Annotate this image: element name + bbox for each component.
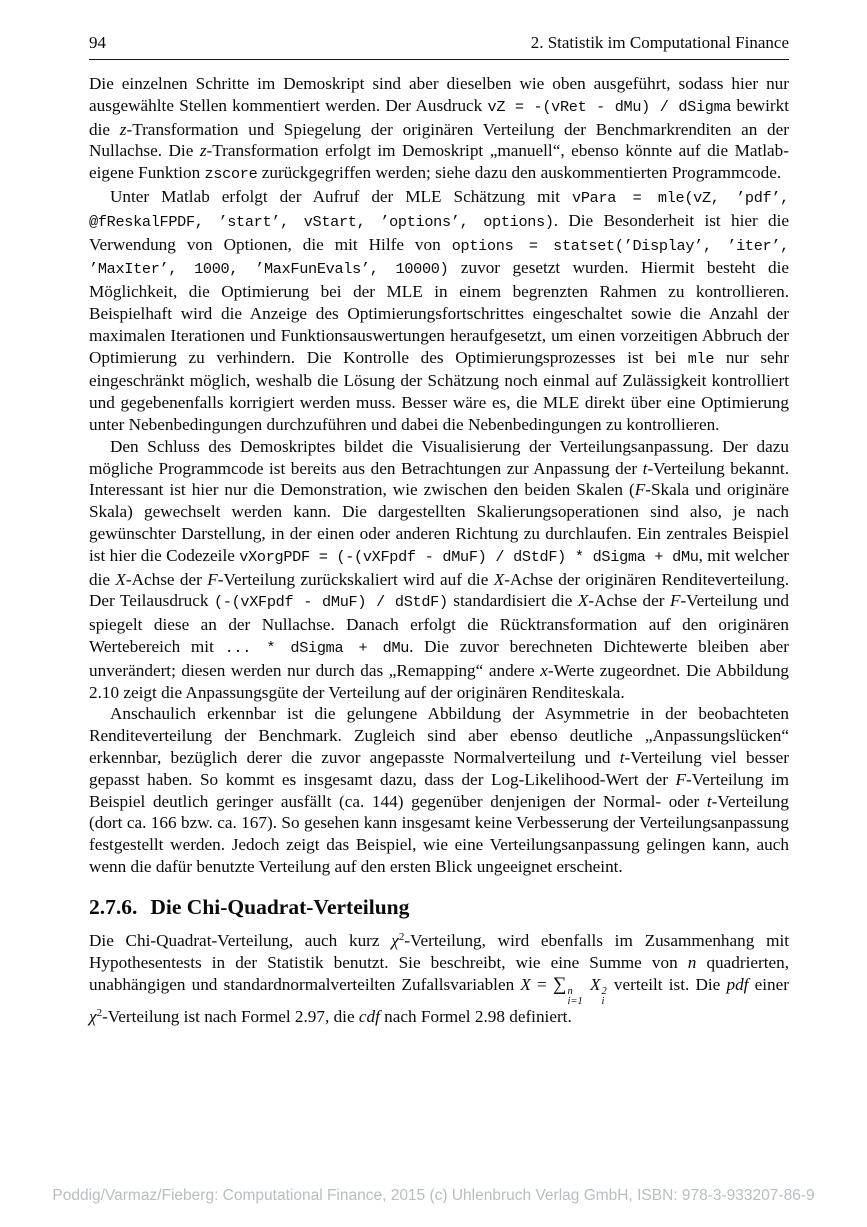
text-segment: quadrierten, unabhängigen und standardnormalverteilten Zufallsvariablen bbox=[89, 953, 789, 995]
text-segment: zurückgegriffen werden; siehe dazu den auskommentierten Programmcode. bbox=[257, 163, 782, 183]
text-segment: ∑ bbox=[552, 974, 567, 996]
text-segment: -Verteilung im Beispiel deutlich geringer ausfällt (ca. 144) gegenüber denjenigen der Normal- oder bbox=[89, 769, 789, 811]
math-supsub: 2 i bbox=[601, 986, 607, 1007]
page-footer bbox=[0, 1187, 867, 1205]
inline-code: mle bbox=[687, 349, 715, 368]
text-segment: n bbox=[687, 953, 697, 973]
text-segment: -Verteilung ist nach Formel 2.97, die bbox=[102, 1007, 359, 1027]
text-segment: nach Formel 2.98 definiert. bbox=[379, 1007, 572, 1027]
paragraph bbox=[89, 930, 789, 1027]
text-segment: . Die zuvor berechneten Dichtewerte bleiben aber unverändert; diesen werden nur durch das „Remapping“ andere bbox=[89, 636, 790, 680]
text-segment: 2 bbox=[96, 1007, 103, 1020]
text-segment: χ bbox=[89, 1007, 97, 1027]
inline-code: (-(vXFpdf - dMuF) / dStdF) bbox=[213, 593, 448, 612]
text-segment: -Verteilung (dort ca. 166 bzw. ca. 167). So gesehen kann insgesamt keine Verbesserung der Verteilungsanpassung festgestellt werden. Jedoch zeigt das Beispiel, wie eine Verteilungsanpassung gelingen kann, auch wenn die dafür benutzte Verteilung auf den ersten Blick ungeeignet erscheint. bbox=[89, 791, 789, 876]
page-body bbox=[89, 73, 789, 1028]
text-segment: X bbox=[493, 569, 505, 589]
text-segment: Die einzelnen Schritte im Demoskript sind aber dieselben wie oben ausgeführt, sodass hier nur ausgewählte Stellen kommentiert werden. Der Ausdruck bbox=[89, 74, 789, 115]
text-segment: F bbox=[669, 591, 681, 611]
text-segment: X bbox=[115, 569, 126, 589]
text-segment: 2 bbox=[398, 931, 405, 944]
text-segment: z bbox=[119, 119, 127, 139]
text-segment: . Die Besonderheit ist hier die Verwendung von Optionen, die mit Hilfe von bbox=[89, 210, 790, 254]
section-title: Die Chi-Quadrat-Verteilung bbox=[150, 894, 410, 919]
inline-code: vZ = -(vRet - dMu) / dSigma bbox=[487, 97, 732, 116]
inline-code: options = statset(’Display’, ’iter’, ’MaxIter’, 1000, ’MaxFunEvals’, 10000) bbox=[89, 236, 789, 279]
text-segment: -Verteilung und spiegelt diese an der Nullachse. Danach erfolgt die Rücktransformation auf den originären Wertebereich mit bbox=[89, 591, 790, 656]
paragraph bbox=[89, 436, 789, 704]
text-segment: t bbox=[642, 458, 648, 478]
text-segment: -Verteilung zurückskaliert wird auf die bbox=[217, 569, 494, 589]
text-segment: nur sehr eingeschränkt möglich, weshalb die Lösung der Schätzung noch einmal auf Zulässigkeit kontrolliert und gegebenenfalls korrigiert werden muss. Besser wäre es, die MLE direkt über eine Optimierung unter Nebenbedingungen durchzuführen und dabei die Nebenbedingungen zu kontrollieren. bbox=[89, 347, 790, 434]
paragraph bbox=[89, 73, 789, 186]
section-number: 2.7.6. bbox=[89, 894, 138, 919]
inline-code: ... * dSigma + dMu bbox=[224, 638, 410, 657]
math-supsub: n i=1 bbox=[567, 986, 583, 1007]
text-segment: X bbox=[577, 591, 589, 611]
section-heading bbox=[89, 894, 789, 919]
text-segment: Anschaulich erkennbar ist die gelungene Abbildung der Asymmetrie in der beobachteten Renditeverteilung der Benchmark. Zugleich sind aber ebenso deutliche „Anpassungslücken“ erkennbar, bezüglich derer die zuvor angepasste Normalverteilung und bbox=[89, 704, 789, 767]
text-segment: , mit welcher die bbox=[89, 545, 789, 589]
text-segment: pdf bbox=[726, 975, 749, 995]
text-segment: standardisiert die bbox=[447, 591, 578, 611]
text-segment: verteilt ist. Die bbox=[607, 975, 727, 995]
text-segment: einer bbox=[748, 975, 789, 995]
text-segment: F bbox=[634, 480, 646, 500]
text-segment: -Transformation erfolgt im Demoskript „manuell“, ebenso könnte auf die Matlab-eigene Funktion bbox=[89, 141, 789, 183]
text-segment: -Achse der bbox=[588, 591, 670, 611]
text-segment: bewirkt die bbox=[89, 95, 789, 139]
chapter-title: 2. Statistik im Computational Finance bbox=[530, 33, 789, 52]
paragraphs-before-heading bbox=[89, 73, 789, 878]
text-segment: X bbox=[589, 975, 601, 995]
text-segment: -Achse der bbox=[125, 569, 208, 589]
text-segment: cdf bbox=[358, 1007, 380, 1027]
text-segment: -Verteilung, wird ebenfalls im Zusammenhang mit Hypothesentests in der Statistik benutzt. Sie beschreibt, wie eine Summe von bbox=[89, 931, 789, 973]
text-segment: -Skala und originäre Skala) gewechselt werden kann. Die dargestellten Skalierungsoperationen sind also, je nach gewünschter Darstellung, in der einen oder anderen Richtung zu durchlaufen. Ein zentrales Beispiel ist hier die Codezeile bbox=[89, 480, 789, 565]
inline-code: vPara = mle(vZ, ’pdf’, @fReskalFPDF, ’start’, vStart, ’options’, options) bbox=[89, 188, 789, 231]
text-segment: -Verteilung viel besser gepasst haben. So kommt es insgesamt dazu, dass der Log-Likelihood-Wert der bbox=[89, 747, 789, 789]
text-segment: F bbox=[675, 769, 686, 789]
text-segment: t bbox=[706, 791, 712, 811]
inline-code: zscore bbox=[204, 165, 258, 184]
page-number: 94 bbox=[89, 33, 106, 52]
text-segment: x bbox=[540, 660, 548, 680]
footer-text: Poddig/Varmaz/Fieberg: Computational Finance, 2015 (c) Uhlenbruch Verlag GmbH, ISBN: 978-3-933207-86-9 bbox=[52, 1187, 815, 1204]
text-segment: χ bbox=[391, 931, 399, 951]
paragraph bbox=[89, 186, 789, 436]
paragraphs-after-heading bbox=[89, 930, 789, 1027]
text-segment: t bbox=[619, 747, 625, 767]
page-header bbox=[89, 33, 789, 60]
text-segment: -Werte zugeordnet. Die Abbildung 2.10 zeigt die Anpassungsgüte der Verteilung auf der originären Renditeskala. bbox=[89, 660, 790, 702]
text-segment: Die Chi-Quadrat-Verteilung, auch kurz bbox=[89, 931, 392, 951]
text-segment: -Verteilung bekannt. Interessant ist hier nur die Demonstration, wie zwischen den beiden Skalen ( bbox=[89, 458, 789, 500]
text-segment: -Transformation und Spiegelung der originären Verteilung der Benchmarkrenditen an der Nullachse. Die bbox=[89, 119, 789, 161]
text-segment: X bbox=[520, 975, 531, 995]
inline-code: vXorgPDF = (-(vXFpdf - dMuF) / dStdF) * dSigma + dMu bbox=[239, 547, 699, 566]
text-segment: z bbox=[199, 141, 207, 161]
paragraph bbox=[89, 703, 789, 877]
text-segment: Den Schluss des Demoskriptes bildet die Visualisierung der Verteilungsanpassung. Der dazu mögliche Programmcode ist bereits aus den Betrachtungen zur Anpassung der bbox=[89, 436, 789, 478]
text-segment: zuvor gesetzt wurden. Hiermit besteht die Möglichkeit, die Optimierung bei der MLE in einem begrenzten Rahmen zu kontrollieren. Beispielhaft wird die Anzeige des Optimierungsfortschrittes eingeschaltet sowie die Anzahl der maximalen Iterationen und Funktionsauswertungen heraufgesetzt, um einen vorzeitigen Abbruch der Optimierung zu verhindern. Die Kontrolle des Optimierungsprozesses ist bei bbox=[89, 258, 789, 367]
text-segment: = bbox=[530, 975, 553, 995]
text-segment: -Achse der originären Renditeverteilung. Der Teilausdruck bbox=[89, 569, 789, 611]
text-segment: F bbox=[207, 569, 218, 589]
text-segment: Unter Matlab erfolgt der Aufruf der MLE Schätzung mit bbox=[110, 186, 573, 206]
